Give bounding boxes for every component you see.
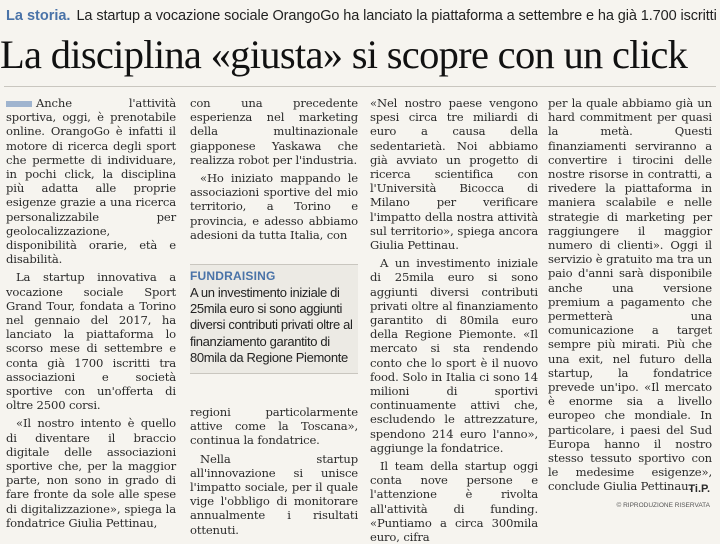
copyright-note: © RIPRODUZIONE RISERVATA [616,502,710,509]
column-2-top [190,96,358,246]
fundraising-title: FUNDRAISING [190,269,276,283]
paragraph: «Nel nostro paese vengono spesi circa tre miliardi di euro a causa della sedentarietà. Noi abbiamo già avviato un progetto di ricerca scientifica con l'Università Bicocca di Milano per verificare l'impatto della nostra attività sul territorio», spiega ancora Giulia Pettinau. [370,96,538,253]
paragraph: «Il nostro intento è quello di diventare il braccio digitale delle associazioni sportive che, per la maggior parte, non sono in grado di fare fronte da sole alle spese di digitalizzazione», spiega la fondatrice Giulia Pettinau, [6,416,176,530]
paragraph [6,96,176,266]
column-4 [548,96,712,510]
paragraph: «Ho iniziato mappando le associazioni sportive del mio territorio, a Torino e provincia, e adesso abbiamo adesioni da tutta Italia, con [190,171,358,242]
paragraph: regioni particolarmente attive come la Toscana», continua la fondatrice. [190,405,358,448]
fundraising-text: A un investimento iniziale di 25mila euro si sono aggiunti diversi contributi privati oltre al finanziamento garantito di 80mila da Regione Piemonte [190,285,353,365]
column-2-bottom [190,405,358,541]
section-label: La storia. [6,8,71,24]
paragraph: Il team della startup oggi conta nove persone e l'attenzione è rivolta all'attività di funding. «Puntiamo a circa 300mila euro, cifra [370,459,538,544]
headline: La disciplina «giusta» si scopre con un click [0,32,688,77]
paragraph: per la quale abbiamo già un hard commitment per quasi la metà. Questi finanziamenti serviranno a convertire i tirocini delle nostre risorse in contratti, a rivedere la piattaforma in maniera scalabile e nelle strategie di marketing per raggiungere il maggior numero di clienti». Oggi il servizio è gratuito ma tra un paio d'anni sarà disponibile anche una versione premium a pagamento che permetterà una comunicazione a target sempre più mirati. Più che una exit, nel futuro della startup, la fondatrice prevede un'ipo. «Il mercato è enorme sia a livello europeo che mondiale. In particolare, i paesi del Sud Europa hanno il nostro stesso tessuto sportivo con le medesime esigenze», conclude Giulia Pettinau. [548,96,712,494]
paragraph: Nella startup all'innovazione si unisce l'impatto sociale, per il quale vige l'obbligo di monitorare annualmente i risultati ottenuti. [190,451,358,537]
headline-rule [4,86,716,87]
paragraph-text: Anche l'attività sportiva, oggi, è prenotabile online. OrangoGo è infatti il motore di ricerca degli sport che permette di individuare, in pochi click, la disciplina più adatta alle proprie esigenze grazie a una ricerca personalizzabile per geolocalizzazione, disponibilità orarie, età e disabilità. [6,96,176,267]
lead-square [6,101,32,107]
fundraising-box [190,264,358,374]
paragraph: La startup innovativa a vocazione sociale Sport Grand Tour, fondata a Torino nel gennaio del 2017, ha lanciato la piattaforma lo scorso mese di settembre e conta già 1700 iscritti tra associazioni e società sportive con un'offerta di oltre 2500 corsi. [6,270,176,413]
column-1 [6,96,176,530]
author-signature: Ti.P. [688,483,710,495]
paragraph: con una precedente esperienza nel marketing della multinazionale giapponese Yaskawa che realizza robot per l'industria. [190,96,358,167]
kicker-text: La startup a vocazione sociale OrangoGo ha lanciato la piattaforma a settembre e ha già 1.700 iscritti [76,8,717,24]
kicker-bar [6,5,716,27]
column-3 [370,96,538,544]
paragraph: A un investimento iniziale di 25mila euro si sono aggiunti diversi contributi privati oltre al finanziamento garantito di 80mila euro della Regione Piemonte. «Il mercato si sta rendendo conto che lo sport è il nuovo food. Solo in Italia ci sono 14 milioni di sportivi continuamente attivi che, escludendo le attrezzature, spendono 214 euro l'anno», aggiunge la fondatrice. [370,256,538,455]
